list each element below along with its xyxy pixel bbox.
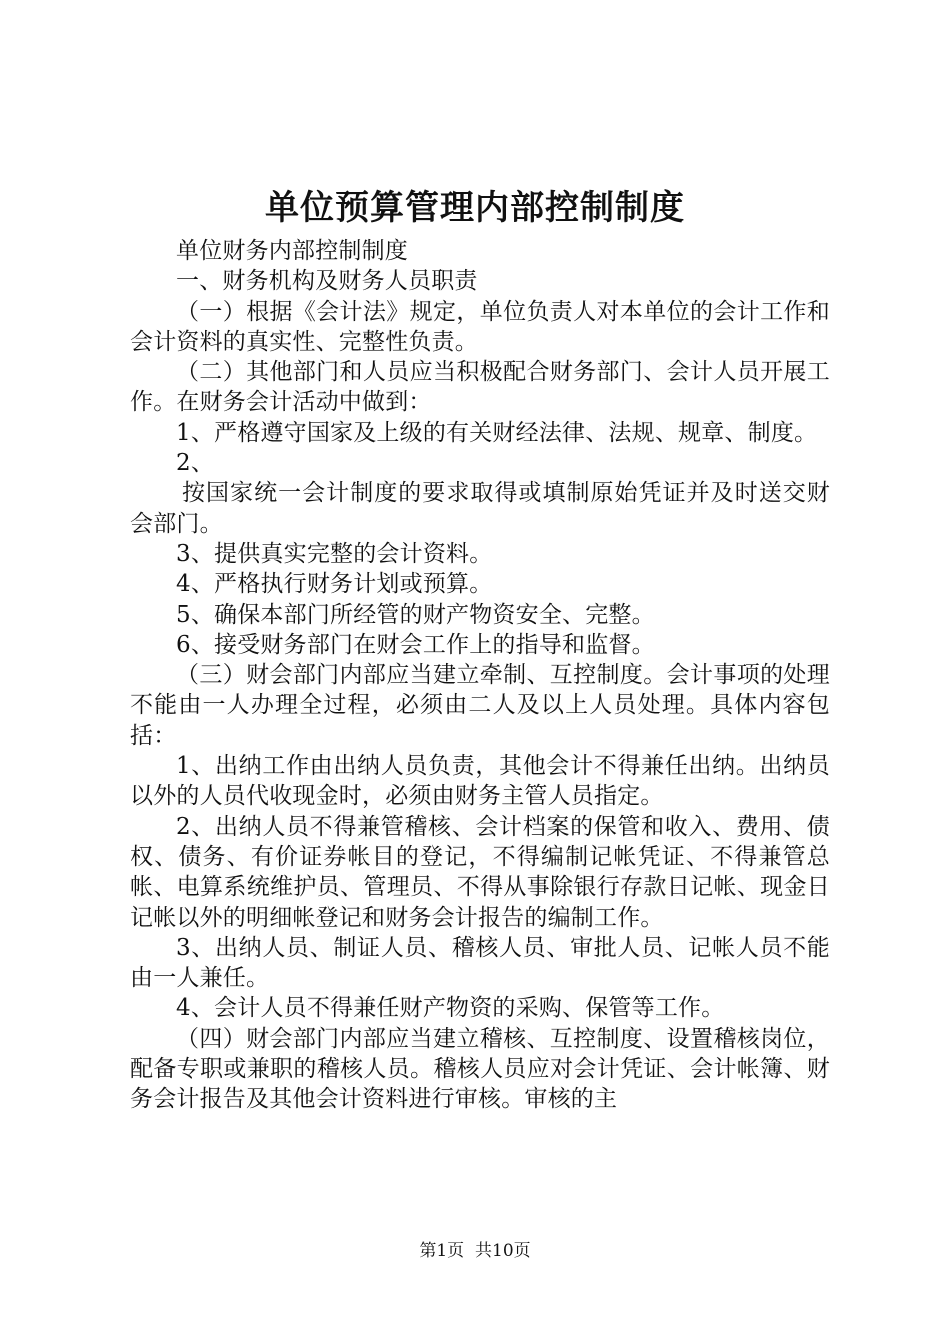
page-footer (0, 1239, 950, 1263)
paragraph: 单位财务内部控制制度 (176, 238, 408, 264)
paragraph: （一）根据《会计法》规定，单位负责人对本单位的会计工作和会计资料的真实性、完整性负责。 (130, 298, 830, 355)
document-title: 单位预算管理内部控制制度 (265, 188, 685, 228)
paragraph: （三）财会部门内部应当建立牵制、互控制度。会计事项的处理不能由一人办理全过程，必须由二人及以上人员处理。具体内容包括： (130, 662, 830, 749)
paragraph: 4、严格执行财务计划或预算。 (176, 571, 493, 598)
paragraph: 2、 (176, 450, 215, 477)
paragraph: 2、出纳人员不得兼管稽核、会计档案的保管和收入、费用、债权、债务、有价证券帐目的登记，不得编制记帐凭证、不得兼管总帐、电算系统维护员、管理员、不得从事除银行存款日记帐、现金日记帐以外的明细帐登记和财务会计报告的编制工作。 (130, 813, 830, 931)
paragraph: 按国家统一会计制度的要求取得或填制原始凭证并及时送交财会部门。 (130, 480, 830, 537)
paragraph: 3、出纳人员、制证人员、稽核人员、审批人员、记帐人员不能由一人兼任。 (130, 934, 830, 992)
paragraph: 1、严格遵守国家及上级的有关财经法律、法规、规章、制度。 (176, 419, 818, 446)
page-number: 第1页 (419, 1241, 465, 1261)
paragraph: 3、提供真实完整的会计资料。 (176, 540, 493, 567)
page-total: 共10页 (475, 1241, 531, 1261)
paragraph: （二）其他部门和人员应当积极配合财务部门、会计人员开展工作。在财务会计活动中做到： (130, 359, 830, 416)
paragraph: 1、出纳工作由出纳人员负责，其他会计不得兼任出纳。出纳员以外的人员代收现金时，必须由财务主管人员指定。 (130, 753, 830, 810)
paragraph: （四）财会部门内部应当建立稽核、互控制度、设置稽核岗位，配备专职或兼职的稽核人员。稽核人员应对会计凭证、会计帐簿、财务会计报告及其他会计资料进行审核。审核的主 (130, 1025, 830, 1113)
paragraph: 一、财务机构及财务人员职责 (176, 268, 478, 295)
document-body (130, 236, 830, 1115)
paragraph: 4、会计人员不得兼任财产物资的采购、保管等工作。 (176, 995, 725, 1022)
paragraph: 5、确保本部门所经管的财产物资安全、完整。 (176, 601, 655, 628)
paragraph: 6、接受财务部门在财会工作上的指导和监督。 (176, 631, 655, 658)
